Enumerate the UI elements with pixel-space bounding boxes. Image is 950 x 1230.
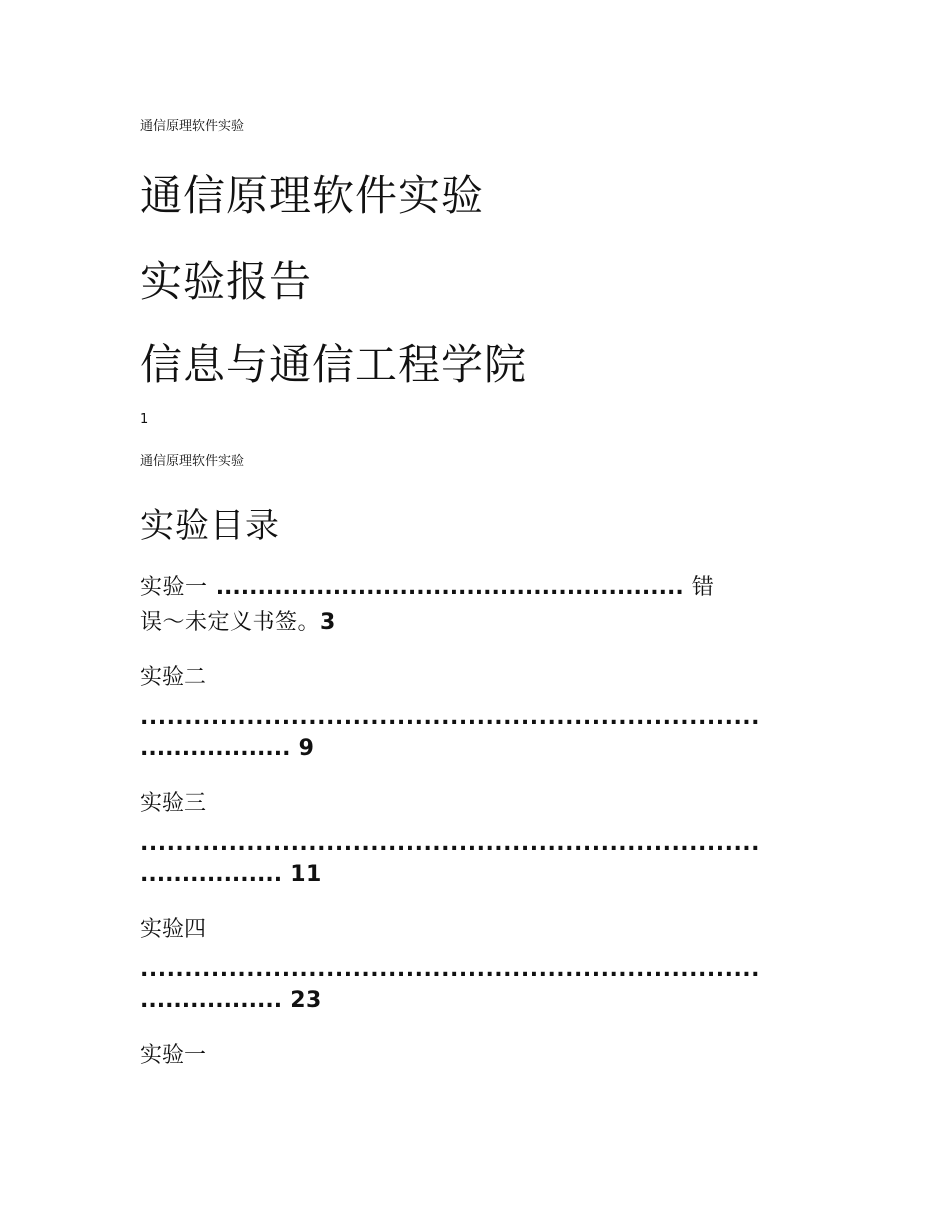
- toc-leader: ......................................................................: [140, 705, 761, 730]
- toc-entry-suffix: 错: [691, 575, 715, 600]
- toc-entry-2-page-line[interactable]: [140, 735, 810, 763]
- toc-entry-continuation: 误～未定义书签。: [140, 610, 321, 635]
- running-header: 通信原理软件实验: [140, 454, 245, 469]
- toc-entry-3-label[interactable]: 实验三: [140, 791, 207, 816]
- running-header: 通信原理软件实验: [140, 119, 245, 134]
- toc-leader: .................: [140, 862, 283, 887]
- toc-entry-2-label[interactable]: 实验二: [140, 665, 207, 690]
- toc-entry-4-page-line[interactable]: [140, 987, 810, 1015]
- toc-page-number: 11: [290, 862, 322, 887]
- report-subtitle: 实验报告: [140, 257, 313, 306]
- toc-page-number: 9: [298, 736, 315, 761]
- toc-leader: ........................................................: [215, 575, 684, 600]
- section-heading: 实验一: [140, 1043, 207, 1068]
- document-title: 通信原理软件实验: [140, 171, 485, 220]
- school-name: 信息与通信工程学院: [140, 340, 528, 389]
- toc-entry-1-continuation[interactable]: [140, 609, 810, 637]
- toc-leader: ..................: [140, 736, 291, 761]
- toc-page-number: 23: [290, 988, 322, 1013]
- toc-entry-1[interactable]: [140, 574, 810, 602]
- toc-leader: ......................................................................: [140, 831, 761, 856]
- toc-leader: ......................................................................: [140, 957, 761, 982]
- page-number: 1: [140, 412, 149, 427]
- toc-entry-3-page-line[interactable]: [140, 861, 810, 889]
- toc-entry-4-label[interactable]: 实验四: [140, 917, 207, 942]
- toc-leader: .................: [140, 988, 283, 1013]
- toc-heading: 实验目录: [140, 506, 280, 546]
- toc-entry-label: 实验一: [140, 575, 208, 600]
- toc-page-number: 3: [320, 610, 336, 635]
